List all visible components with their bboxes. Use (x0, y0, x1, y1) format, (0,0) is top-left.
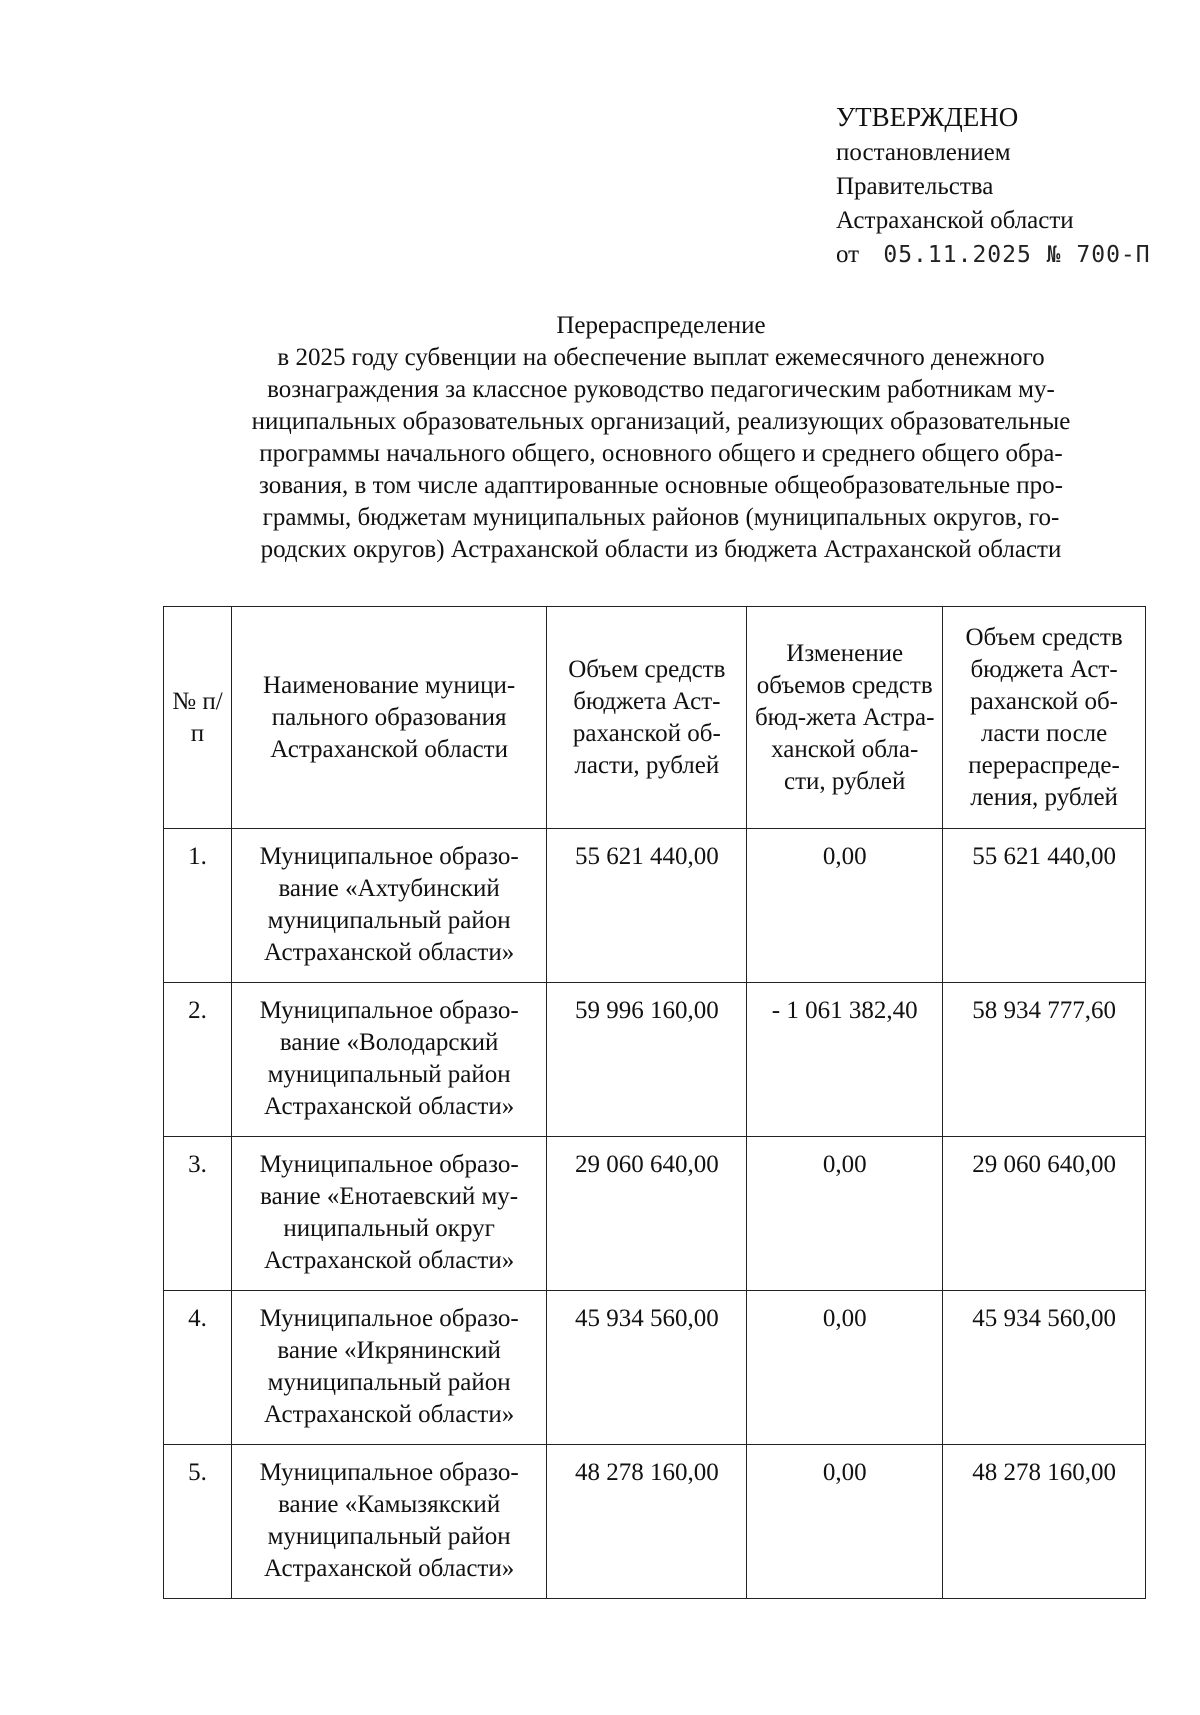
approval-line-government: Правительства (836, 173, 994, 200)
row-num: 1. (164, 829, 232, 983)
approved-heading: УТВЕРЖДЕНО (836, 102, 1019, 132)
row-change: 0,00 (747, 829, 943, 983)
approval-date-prefix: от (836, 241, 860, 268)
row-volume: 45 934 560,00 (547, 1291, 747, 1445)
header-change: Изменение объемов средств бюд-жета Астра-ханской обла-сти, рублей (747, 607, 943, 829)
row-name: Муниципальное образо-вание «Икрянинский муниципальный район Астраханской области» (231, 1291, 547, 1445)
row-num: 2. (164, 983, 232, 1137)
row-after: 48 278 160,00 (943, 1445, 1146, 1599)
row-after: 58 934 777,60 (943, 983, 1146, 1137)
title-line-4: программы начального общего, основного общего и среднего общего обра- (259, 440, 1063, 467)
row-change: 0,00 (747, 1445, 943, 1599)
row-name: Муниципальное образо-вание «Ахтубинский муниципальный район Астраханской области» (231, 829, 547, 983)
header-num: № п/п (164, 607, 232, 829)
row-change: 0,00 (747, 1291, 943, 1445)
title-line-1: в 2025 году субвенции на обеспечение выплат ежемесячного денежного (277, 344, 1045, 371)
table-header-row (164, 607, 1146, 829)
row-volume: 48 278 160,00 (547, 1445, 747, 1599)
row-volume: 59 996 160,00 (547, 983, 747, 1137)
row-name: Муниципальное образо-вание «Енотаевский му-ниципальный округ Астраханской области» (231, 1137, 547, 1291)
table-row (164, 829, 1146, 983)
approval-date-line (836, 238, 1151, 272)
title-line-5: зования, в том числе адаптированные основные общеобразовательные про- (259, 472, 1063, 499)
header-after: Объем средств бюджета Аст-раханской об-ласти после перераспреде-ления, рублей (943, 607, 1146, 829)
approval-line-region: Астраханской области (836, 207, 1074, 234)
row-num: 4. (164, 1291, 232, 1445)
table-row (164, 1445, 1146, 1599)
row-volume: 29 060 640,00 (547, 1137, 747, 1291)
row-name: Муниципальное образо-вание «Камызякский муниципальный район Астраханской области» (231, 1445, 547, 1599)
row-volume: 55 621 440,00 (547, 829, 747, 983)
title-line-6: граммы, бюджетам муниципальных районов (муниципальных округов, го- (262, 504, 1060, 531)
approval-block (836, 100, 1151, 272)
title-line-2: вознаграждения за классное руководство педагогическим работникам му- (267, 376, 1055, 403)
document-title (196, 310, 1126, 566)
row-change: 0,00 (747, 1137, 943, 1291)
table-row (164, 1291, 1146, 1445)
header-name: Наименование муници-пального образования Астраханской области (231, 607, 547, 829)
header-volume: Объем средств бюджета Аст-раханской об-ласти, рублей (547, 607, 747, 829)
row-after: 45 934 560,00 (943, 1291, 1146, 1445)
approval-date-number: 05.11.2025 № 700-П (883, 242, 1151, 268)
row-after: 29 060 640,00 (943, 1137, 1146, 1291)
row-name: Муниципальное образо-вание «Володарский муниципальный район Астраханской области» (231, 983, 547, 1137)
title-line-3: ниципальных образовательных организаций, реализующих образовательные (251, 408, 1071, 435)
row-change: - 1 061 382,40 (747, 983, 943, 1137)
distribution-table (163, 606, 1146, 1599)
table-row (164, 983, 1146, 1137)
approval-line-resolution: постановлением (836, 139, 1011, 166)
row-num: 5. (164, 1445, 232, 1599)
title-line-7: родских округов) Астраханской области из бюджета Астраханской области (260, 536, 1062, 563)
title-heading: Перераспределение (556, 312, 766, 339)
row-num: 3. (164, 1137, 232, 1291)
row-after: 55 621 440,00 (943, 829, 1146, 983)
table-row (164, 1137, 1146, 1291)
